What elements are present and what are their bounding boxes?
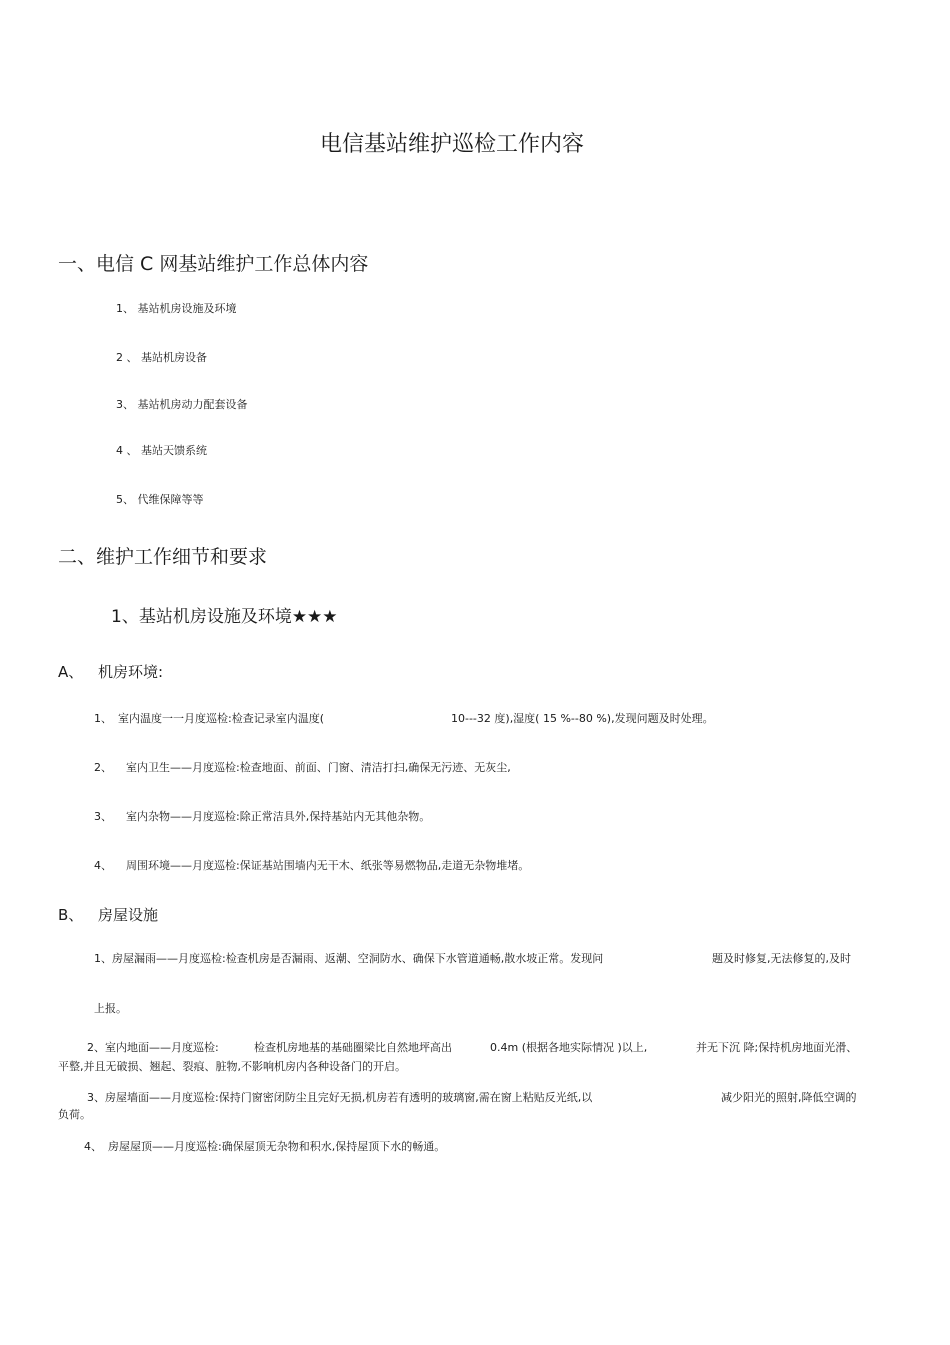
section1-item-4: 4 、 基站天馈系统 xyxy=(116,444,207,457)
b-item-2-text-c: 0.4m (根据各地实际情况 )以上, xyxy=(490,1041,648,1054)
section1-heading: 一、电信 C 网基站维护工作总体内容 xyxy=(58,253,369,275)
a-item-4-text: 周围环境——月度巡检:保证基站围墙内无干木、纸张等易燃物品,走道无杂物堆堵。 xyxy=(126,859,530,872)
group-b-title: 房屋设施 xyxy=(98,906,159,924)
b-item-4-text: 房屋屋顶——月度巡检:确保屋顶无杂物和积水,保持屋顶下水的畅通。 xyxy=(108,1140,446,1153)
b-item-1-text: 1、房屋漏雨——月度巡检:检查机房是否漏雨、返潮、空洞防水、确保下水管道通畅,散水坡正常。发现问 xyxy=(94,952,604,965)
section1-item-1: 1、 基站机房设施及环境 xyxy=(116,302,237,315)
b-item-2-text: 2、室内地面——月度巡检: xyxy=(87,1041,219,1054)
section1-item-5: 5、 代维保障等等 xyxy=(116,493,204,506)
b-item-3-text: 3、房屋墙面——月度巡检:保持门窗密闭防尘且完好无损,机房若有透明的玻璃窗,需在窗上粘贴反光纸,以 xyxy=(87,1091,593,1104)
group-a-label: A、 xyxy=(58,663,84,681)
section2-heading: 二、维护工作细节和要求 xyxy=(58,546,268,568)
b-item-2-text-e: 平整,并且无破损、翘起、裂痕、脏物,不影响机房内各种设备门的开启。 xyxy=(58,1060,406,1073)
a-item-2-text: 室内卫生——月度巡检:检查地面、前面、门窗、清洁打扫,确保无污迹、无灰尘, xyxy=(126,761,511,774)
b-item-3-text-b: 减少阳光的照射,降低空调的 xyxy=(721,1091,857,1104)
b-item-1-text-end: 上报。 xyxy=(94,1002,127,1015)
subsection-heading: 1、基站机房设施及环境★★★ xyxy=(111,607,338,627)
group-a-title: 机房环境: xyxy=(98,663,164,681)
document-title: 电信基站维护巡检工作内容 xyxy=(320,132,585,157)
section1-item-3: 3、 基站机房动力配套设备 xyxy=(116,398,248,411)
a-item-2-num: 2、 xyxy=(94,761,112,774)
a-item-4-num: 4、 xyxy=(94,859,112,872)
a-item-1-text: 室内温度一一月度巡检:检查记录室内温度( xyxy=(118,712,324,725)
a-item-1-num: 1、 xyxy=(94,712,112,725)
group-b-label: B、 xyxy=(58,906,84,924)
b-item-2-text-d: 并无下沉 降;保持机房地面光滑、 xyxy=(696,1041,858,1054)
b-item-4-num: 4、 xyxy=(84,1140,102,1153)
a-item-1-text-cont: 10---32 度),湿度( 15 %--80 %),发现问题及时处理。 xyxy=(451,712,714,725)
a-item-3-num: 3、 xyxy=(94,810,112,823)
b-item-2-text-b: 检查机房地基的基础圈梁比自然地坪高出 xyxy=(254,1041,452,1054)
b-item-1-text-cont: 题及时修复,无法修复的,及时 xyxy=(712,952,851,965)
a-item-3-text: 室内杂物——月度巡检:除正常洁具外,保持基站内无其他杂物。 xyxy=(126,810,431,823)
section1-item-2: 2 、 基站机房设备 xyxy=(116,351,207,364)
b-item-3-text-c: 负荷。 xyxy=(58,1108,91,1121)
